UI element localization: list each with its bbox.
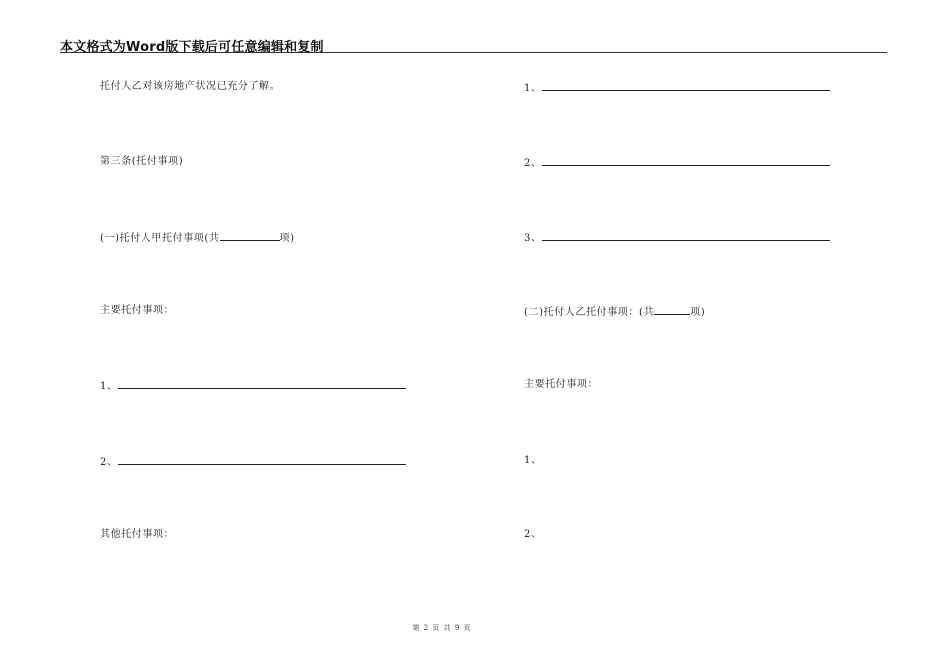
- left-line-3: [100, 231, 295, 245]
- right-line-6: 1、: [524, 455, 542, 466]
- right-line-4: [524, 305, 705, 319]
- document-header: 本文格式为Word版下载后可任意编辑和复制: [60, 40, 324, 55]
- count-blank-b[interactable]: [654, 305, 690, 315]
- left-line-4: 主要托付事项：: [100, 305, 175, 316]
- left-line-3-suffix: 项): [279, 233, 295, 244]
- right-line-4-suffix: 项): [690, 307, 706, 318]
- left-line-1: 托付人乙对该房地产状况已充分了解。: [100, 81, 281, 92]
- right-line-2: [524, 156, 830, 170]
- page-number: 第 2 页 共 9 页: [412, 624, 472, 632]
- left-line-7: 其他托付事项：: [100, 529, 175, 540]
- left-line-3-prefix: (一)托付人甲托付事项(共: [100, 233, 220, 244]
- right-item-number: 3、: [524, 233, 542, 244]
- right-line-7: 2、: [524, 529, 542, 540]
- right-line-4-prefix: (二)托付人乙托付事项：(共: [524, 307, 655, 318]
- fill-blank-left-2[interactable]: [118, 455, 406, 465]
- fill-blank-left-1[interactable]: [118, 379, 406, 389]
- right-line-5: 主要托付事项：: [524, 379, 599, 390]
- fill-blank-right-2[interactable]: [542, 156, 830, 166]
- header-rule: [60, 52, 887, 53]
- right-item-number: 2、: [524, 158, 542, 169]
- right-item-number: 1、: [524, 83, 542, 94]
- left-line-6: [100, 455, 406, 469]
- left-item-number: 1、: [100, 381, 118, 392]
- left-item-number: 2、: [100, 457, 118, 468]
- count-blank-a[interactable]: [220, 231, 280, 241]
- fill-blank-right-1[interactable]: [542, 81, 830, 91]
- right-line-1: [524, 81, 830, 95]
- left-line-2: 第三条(托付事项): [100, 156, 184, 167]
- right-line-3: [524, 231, 830, 245]
- fill-blank-right-3[interactable]: [542, 231, 830, 241]
- left-line-5: [100, 379, 406, 393]
